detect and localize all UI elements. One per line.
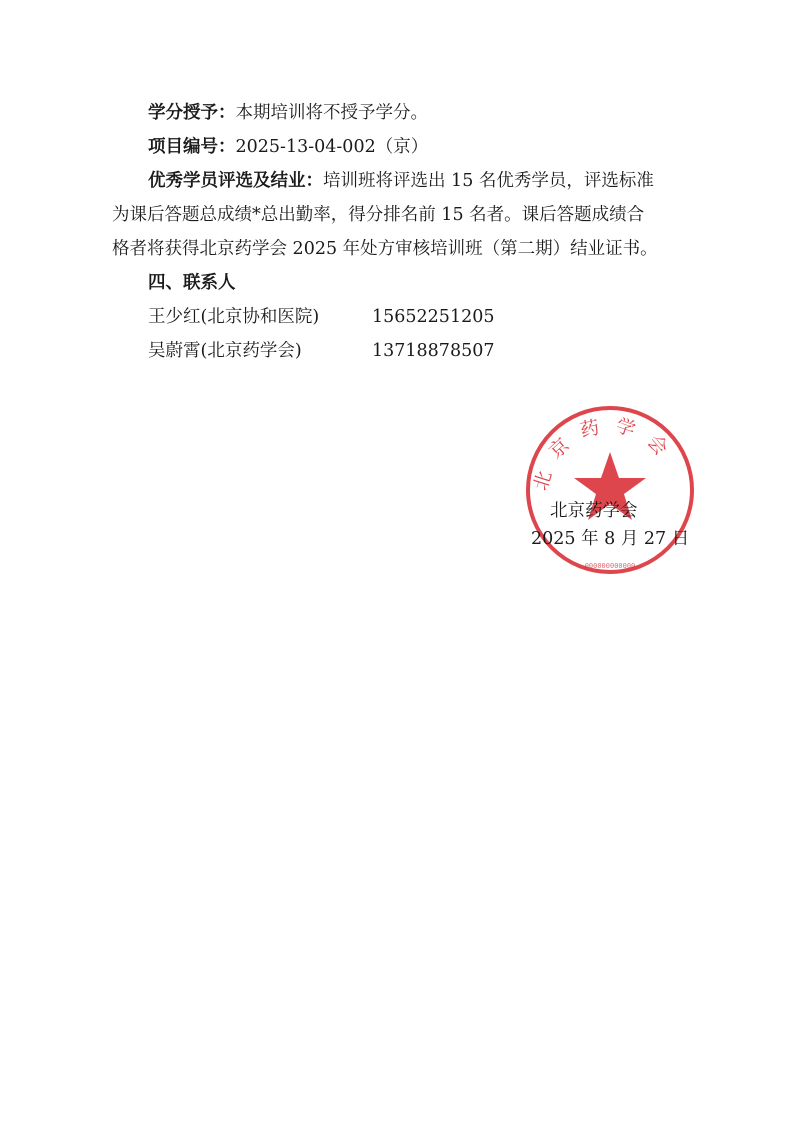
credit-text: 本期培训将不授予学分。 xyxy=(235,103,428,123)
credit-label: 学分授予： xyxy=(148,103,236,123)
project-label: 项目编号： xyxy=(148,137,236,157)
contact-phone-2: 13718878507 xyxy=(372,341,495,361)
project-line xyxy=(148,135,428,159)
svg-text:000000000000: 000000000000 xyxy=(584,562,636,570)
credit-line xyxy=(148,101,428,125)
signature-org: 北京药学会 xyxy=(550,501,638,521)
contact-name-2: 吴蔚霄(北京药学会) xyxy=(148,341,302,361)
excellent-line-1 xyxy=(148,169,654,193)
excellent-line-3: 格者将获得北京药学会 2025 年处方审核培训班（第二期）结业证书。 xyxy=(112,239,658,259)
excellent-text-1: 培训班将评选出 15 名优秀学员，评选标准 xyxy=(323,171,654,191)
contact-phone-1: 15652251205 xyxy=(372,307,495,327)
svg-text:北京药学会: 北京药学会 xyxy=(529,413,681,494)
contact-name-1: 王少红(北京协和医院) xyxy=(148,307,320,327)
official-seal xyxy=(520,400,700,580)
contact-heading: 四、联系人 xyxy=(148,273,236,293)
project-text: 2025-13-04-002（京） xyxy=(235,137,429,157)
excellent-label: 优秀学员评选及结业： xyxy=(148,171,323,191)
excellent-line-2: 为课后答题总成绩*总出勤率，得分排名前 15 名者。课后答题成绩合 xyxy=(112,205,645,225)
signature-date: 2025 年 8 月 27 日 xyxy=(531,529,690,549)
